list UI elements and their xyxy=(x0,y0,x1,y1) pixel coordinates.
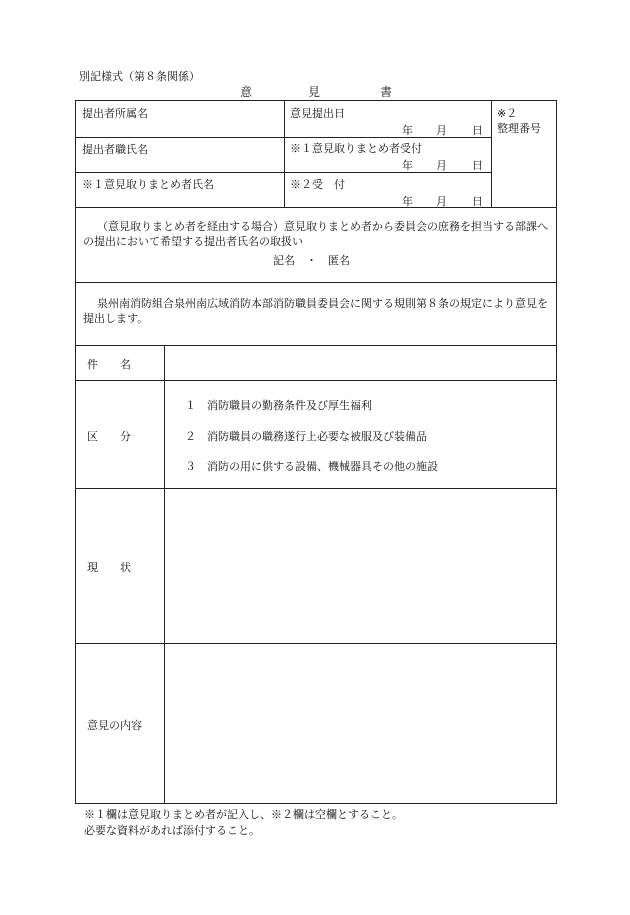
title-char-1: 意 xyxy=(240,85,253,99)
header-col-divider xyxy=(284,100,285,207)
table-border-right xyxy=(556,100,557,804)
name-handling-text: （意見取りまとめ者を経由する場合）意見取りまとめ者から委員会の庶務を担当する部課への提出において希望する提出者氏名の取扱い xyxy=(83,220,548,248)
category-item-3: ３ 消防の用に供する設備、機械器具その他の施設 xyxy=(185,460,438,473)
subject-label: 件 名 xyxy=(87,358,131,371)
category-item-1: １ 消防職員の勤務条件及び厚生福利 xyxy=(185,399,372,412)
table-border-top xyxy=(75,100,557,101)
table-border-bottom xyxy=(75,803,557,804)
statement-text: 泉州南消防組合泉州南広域消防本部消防職員委員会に関する規則第８条の規定により意見を提出します。 xyxy=(83,297,548,325)
category-bottom-line xyxy=(75,488,557,489)
header-bottom-line xyxy=(75,207,557,208)
coordinator-name-label: ※１意見取りまとめ者氏名 xyxy=(82,178,214,191)
opinion-content-label: 意見の内容 xyxy=(87,719,142,732)
current-bottom-line xyxy=(75,643,557,644)
submitter-dept-label: 提出者所属名 xyxy=(82,107,148,120)
table-border-left xyxy=(75,100,76,804)
statement-bottom-line xyxy=(75,345,557,346)
ref-mark: ※２ xyxy=(497,107,518,120)
name-handling-options: 記名 ・ 匿名 xyxy=(273,254,350,267)
form-style-note: 別記様式（第８条関係） xyxy=(79,70,200,83)
coordinator-receipt-label: ※１意見取りまとめ者受付 xyxy=(290,142,422,155)
name-handling-bottom-line xyxy=(75,282,557,283)
title-char-2: 見 xyxy=(308,85,321,99)
receipt-label: ※２受 付 xyxy=(290,178,345,191)
submit-date-label: 意見提出日 xyxy=(290,107,345,120)
current-status-label: 現 状 xyxy=(87,561,131,574)
category-label: 区 分 xyxy=(87,430,131,443)
title-char-3: 書 xyxy=(380,85,393,99)
header-row-divider-1 xyxy=(75,137,492,138)
footer-note-1: ※１欄は意見取りまとめ者が記入し、※２欄は空欄とすること。 xyxy=(84,808,403,821)
submitter-position-label: 提出者職氏名 xyxy=(82,143,148,156)
opinion-form-table: 提出者所属名 意見提出日 年 月 日 ※２ 整理番号 提出者職氏名 ※１意見取りまとめ者受付 年 月 日 ※１意見取りまとめ者氏名 ※２受 付 年 月 日 （意見取りまとめ者を経由する場合）意見取りまとめ者から委員会の庶務を担当する部課への提出において希望する提出者氏名の取扱い 記名 ・ 匿名 泉州南消防組合泉州南広域消防本部消防職員委員会に関する規則第８条の規定により意見を提出します。 件 名 区 分 １ 消防職員の勤務条件及び厚生福利 ２ 消防職員の職務遂行上必要な被服及び装備品 ３ 消防の用に供する設備、機械器具その他の施設 現 状 意見の内容 xyxy=(75,100,557,804)
ref-number-label: 整理番号 xyxy=(497,122,541,135)
footer-note-2: 必要な資料があれば添付すること。 xyxy=(84,824,260,837)
category-item-2: ２ 消防職員の職務遂行上必要な被服及び装備品 xyxy=(185,430,427,443)
subject-bottom-line xyxy=(75,380,557,381)
ref-col-divider xyxy=(491,100,492,207)
label-col-divider xyxy=(164,345,165,804)
header-row-divider-2 xyxy=(75,172,492,173)
